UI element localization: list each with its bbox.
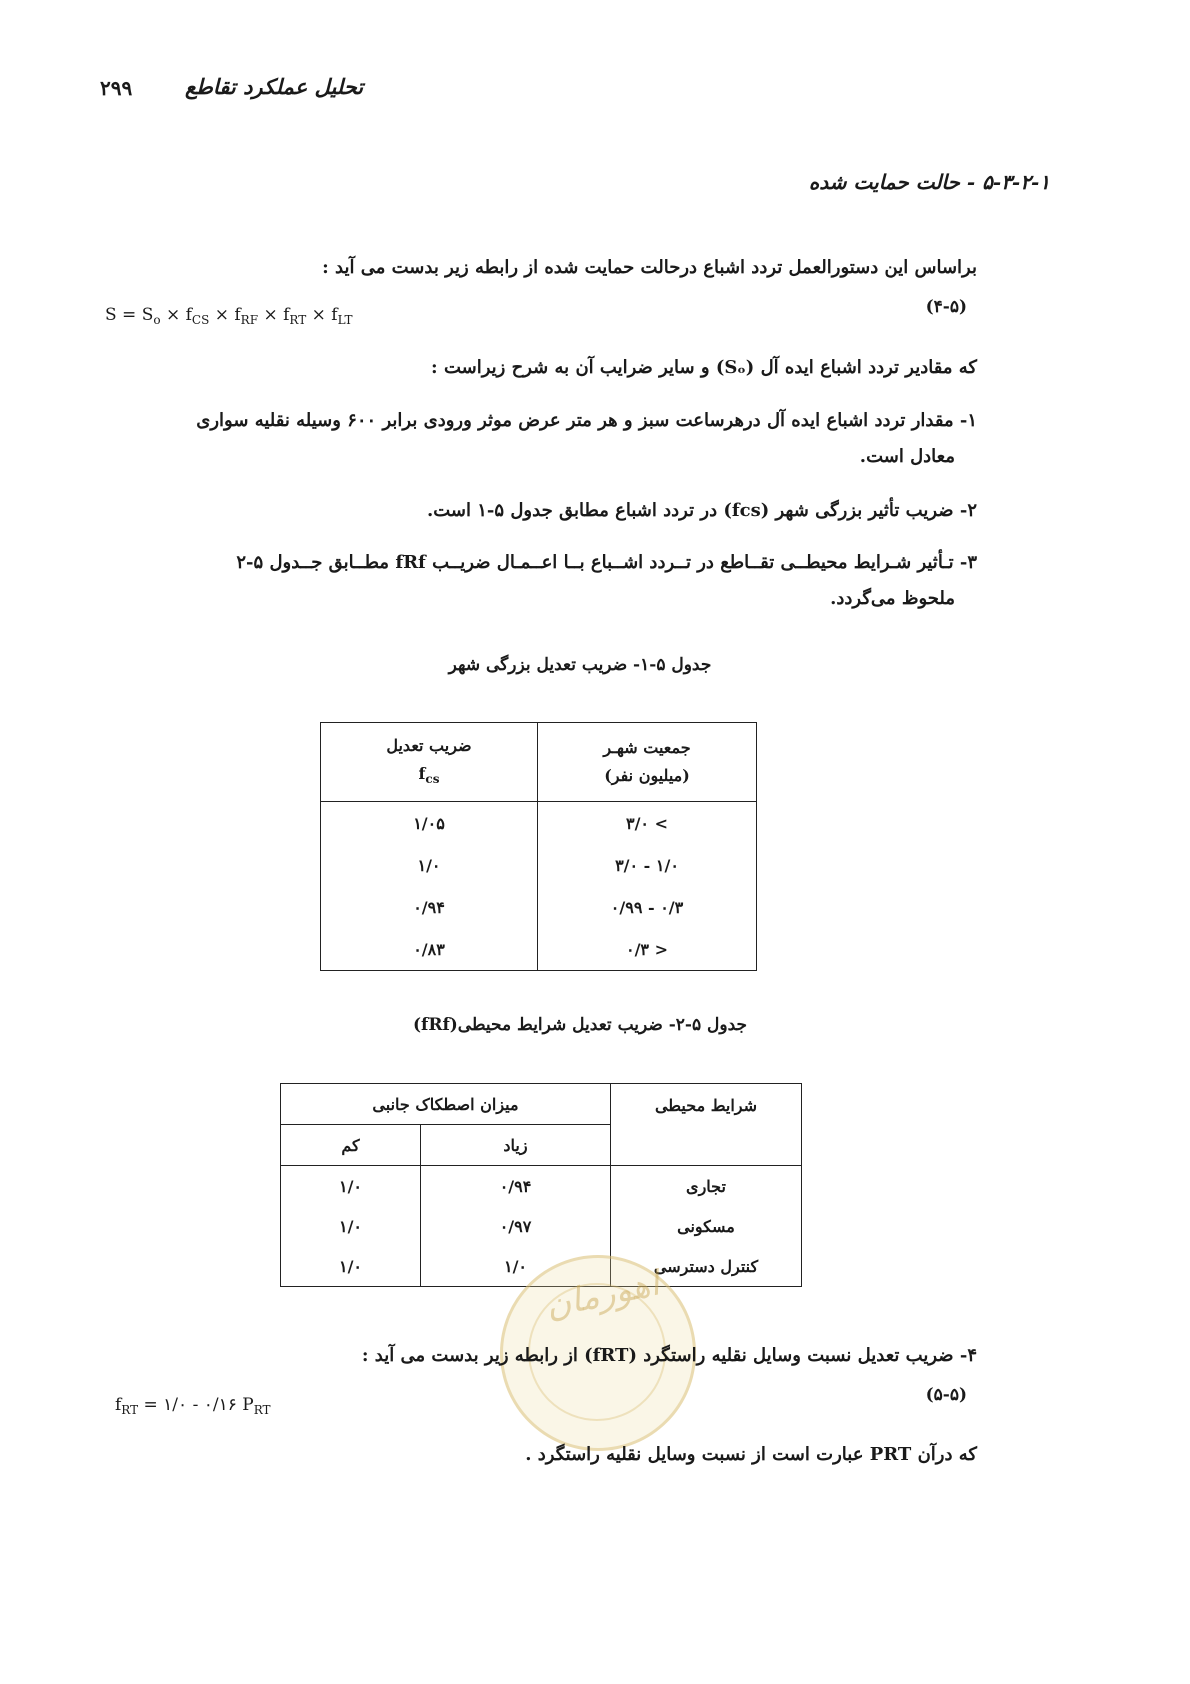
list-item-2-line1: ۲- ضریب تأثیر بزرگی شهر (fcs) در تردد اشباع مطابق جدول ۵-۱ است. <box>426 500 977 521</box>
table1-cell-population: ۱/۰ - ۳/۰ <box>538 844 757 886</box>
table-row <box>281 1206 802 1246</box>
table2-header-low: کم <box>281 1125 421 1166</box>
list-item-1 <box>87 403 977 475</box>
equation-number-1: (۴-۵) <box>925 297 967 317</box>
table1-header-population-line2: (میلیون نفر) <box>604 766 690 785</box>
table1-cell-factor: ۰/۸۳ <box>321 928 538 971</box>
table1-cell-factor: ۰/۹۴ <box>321 886 538 928</box>
list-item-1-line2: معادل است. <box>859 446 955 467</box>
table2-cell-low: ۱/۰ <box>281 1166 421 1207</box>
list-item-2 <box>87 493 977 529</box>
table1-header-factor-line2: $f_{cs}$ <box>418 763 440 786</box>
table1-cell-population: > ۳/۰ <box>538 802 757 845</box>
list-item-3-line1: ۳- تـأثیر شـرایط محیطــی تقــاطع در تــردد اشــباع بــا اعــمـال ضریــب fRf مطــابق جــدول ۵-۲ <box>236 552 977 573</box>
table1-header-factor <box>321 723 538 802</box>
table2-cell-condition: مسکونی <box>611 1206 802 1246</box>
environment-table <box>280 1083 802 1287</box>
table2-cell-high: ۰/۹۷ <box>421 1206 611 1246</box>
table2-cell-high: ۱/۰ <box>421 1246 611 1287</box>
table1-cell-population: ۰/۳ - ۰/۹۹ <box>538 886 757 928</box>
table2-header-conditions: شرایط محیطی <box>611 1084 802 1166</box>
coefficients-note: که مقادیر تردد اشباع ایده آل (Sₒ) و سایر ضرایب آن به شرح زیراست : <box>431 357 977 378</box>
table2-cell-condition: تجاری <box>611 1166 802 1207</box>
table2-cell-high: ۰/۹۴ <box>421 1166 611 1207</box>
list-item-1-line1: ۱- مقدار تردد اشباع ایده آل درهرساعت سبز و هر متر عرض موثر ورودی برابر ۶۰۰ وسیله نقلیه سواری <box>196 410 977 431</box>
table-row <box>321 844 757 886</box>
table2-header-high: زیاد <box>421 1125 611 1166</box>
table1-header-factor-line1: ضریب تعدیل <box>386 735 472 755</box>
table-row <box>321 928 757 971</box>
running-title: تحلیل عملکرد تقاطع <box>185 74 364 99</box>
table2-cell-low: ۱/۰ <box>281 1206 421 1246</box>
table1-header-population-line1: جمعیت شهـر <box>603 738 691 757</box>
list-item-3 <box>87 545 977 617</box>
table1-header-population <box>538 723 757 802</box>
table2-header-friction: میزان اصطکاک جانبی <box>281 1084 611 1125</box>
closing-paragraph: که درآن PRT عبارت است از نسبت وسایل نقلیه راستگرد . <box>525 1444 977 1465</box>
table-row <box>321 802 757 845</box>
table1-cell-population: < ۰/۳ <box>538 928 757 971</box>
list-item-4: ۴- ضریب تعدیل نسبت وسایل نقلیه راستگرد (fRT) از رابطه زیر بدست می آید : <box>361 1345 977 1366</box>
intro-paragraph: براساس این دستورالعمل تردد اشباع درحالت حمایت شده از رابطه زیر بدست می آید : <box>322 257 977 278</box>
table1-caption: جدول ۵-۱- ضریب تعدیل بزرگی شهر <box>448 655 712 675</box>
table1-cell-factor: ۱/۰ <box>321 844 538 886</box>
table2-cell-condition: کنترل دسترسی <box>611 1246 802 1287</box>
equation-number-2: (۵-۵) <box>925 1385 967 1405</box>
equation-saturation-flow: $S = S_o \times f_{CS} \times f_{RF} \times f_{RT} \times f_{LT}$ <box>105 305 353 327</box>
table2-caption-text: جدول ۵-۲- ضریب تعدیل شرایط محیطی(fRf) <box>412 1015 748 1035</box>
table2-cell-low: ۱/۰ <box>281 1246 421 1287</box>
list-item-3-line2: ملحوظ می‌گردد. <box>830 588 955 609</box>
section-heading: ۵-۳-۲-۱ - حالت حمایت شده <box>808 170 1050 194</box>
table2-caption <box>300 1015 860 1035</box>
city-size-table <box>320 722 757 971</box>
watermark-seal-text: اهورمان <box>542 1263 663 1327</box>
equation-right-turn-factor: $f_{RT}$ = ۱/۰ - ۰/۱۶ $P_{RT}$ <box>115 1395 271 1417</box>
page-number: ۲۹۹ <box>100 76 133 100</box>
table1-cell-factor: ۱/۰۵ <box>321 802 538 845</box>
table-row <box>281 1166 802 1207</box>
table-row <box>321 886 757 928</box>
